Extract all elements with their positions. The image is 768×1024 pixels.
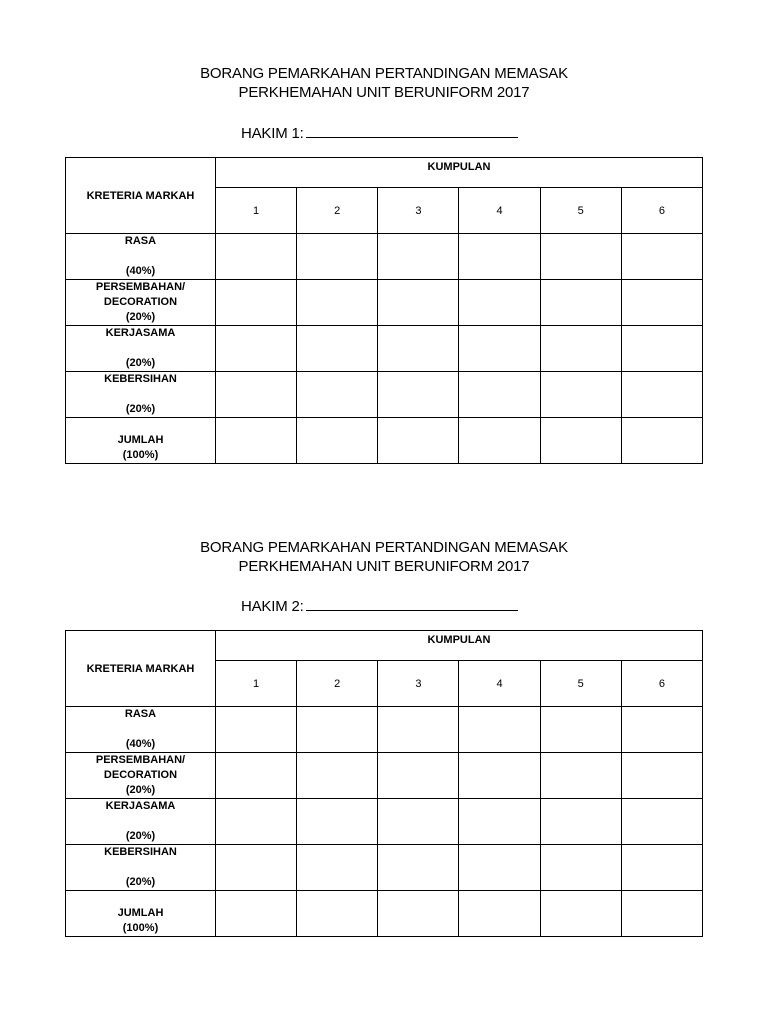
criterion-name: RASA — [124, 235, 157, 247]
total-cell[interactable] — [540, 891, 621, 937]
score-cell[interactable] — [540, 326, 621, 372]
score-cell[interactable] — [216, 372, 297, 418]
total-cell[interactable] — [378, 418, 459, 464]
score-cell[interactable] — [378, 845, 459, 891]
score-cell[interactable] — [216, 280, 297, 326]
table-row — [66, 707, 703, 753]
criterion-weight: (20%) — [125, 830, 156, 842]
criterion-kebersihan — [66, 372, 216, 418]
judge-name-blank[interactable] — [306, 597, 518, 611]
criterion-jumlah — [66, 418, 216, 464]
group-number: 5 — [540, 661, 621, 707]
title-line-1: BORANG PEMARKAHAN PERTANDINGAN MEMASAK — [200, 65, 568, 82]
scoring-table — [65, 630, 703, 937]
judge-field[interactable] — [241, 124, 518, 142]
score-cell[interactable] — [540, 845, 621, 891]
group-number: 1 — [216, 188, 297, 234]
score-cell[interactable] — [378, 799, 459, 845]
criterion-name: KERJASAMA — [105, 327, 176, 339]
criterion-spacer — [66, 249, 215, 264]
table-row — [66, 799, 703, 845]
score-cell[interactable] — [378, 753, 459, 799]
score-cell[interactable] — [216, 326, 297, 372]
table-row — [66, 372, 703, 418]
group-number: 6 — [621, 188, 702, 234]
criterion-jumlah — [66, 891, 216, 937]
criterion-name: KEBERSIHAN — [104, 846, 177, 858]
title-line-2: PERKHEMAHAN UNIT BERUNIFORM 2017 — [238, 558, 530, 575]
criterion-weight: (20%) — [125, 357, 156, 369]
group-number: 3 — [378, 661, 459, 707]
criterion-spacer — [66, 387, 215, 402]
group-header: KUMPULAN — [216, 158, 703, 188]
score-cell[interactable] — [621, 234, 702, 280]
score-cell[interactable] — [621, 799, 702, 845]
criterion-rasa — [66, 707, 216, 753]
score-cell[interactable] — [459, 280, 540, 326]
title-line-1: BORANG PEMARKAHAN PERTANDINGAN MEMASAK — [200, 539, 568, 556]
group-number: 4 — [459, 188, 540, 234]
total-cell[interactable] — [297, 418, 378, 464]
score-cell[interactable] — [216, 753, 297, 799]
total-cell[interactable] — [459, 418, 540, 464]
score-cell[interactable] — [621, 753, 702, 799]
criterion-weight: (100%) — [122, 449, 159, 461]
score-cell[interactable] — [621, 280, 702, 326]
criterion-name: PERSEMBAHAN/ — [95, 281, 186, 293]
score-cell[interactable] — [216, 707, 297, 753]
form-title — [0, 64, 768, 102]
score-cell[interactable] — [540, 280, 621, 326]
total-cell[interactable] — [540, 418, 621, 464]
criterion-name-2: DECORATION — [103, 769, 178, 781]
score-cell[interactable] — [297, 326, 378, 372]
group-number: 6 — [621, 661, 702, 707]
score-cell[interactable] — [540, 372, 621, 418]
judge-label: HAKIM 1: — [241, 125, 304, 142]
table-row — [66, 280, 703, 326]
form-title — [0, 538, 768, 576]
score-cell[interactable] — [621, 707, 702, 753]
score-cell[interactable] — [540, 753, 621, 799]
score-cell[interactable] — [297, 753, 378, 799]
group-number: 2 — [297, 188, 378, 234]
score-cell[interactable] — [216, 799, 297, 845]
table-row — [66, 234, 703, 280]
score-cell[interactable] — [459, 845, 540, 891]
criterion-weight: (20%) — [125, 876, 156, 888]
total-cell[interactable] — [459, 891, 540, 937]
table-row — [66, 418, 703, 464]
criterion-kebersihan — [66, 845, 216, 891]
criterion-name: JUMLAH — [117, 434, 164, 446]
table-row — [66, 845, 703, 891]
score-cell[interactable] — [378, 326, 459, 372]
score-cell[interactable] — [621, 372, 702, 418]
group-number: 5 — [540, 188, 621, 234]
criterion-spacer — [66, 814, 215, 829]
total-cell[interactable] — [378, 891, 459, 937]
score-cell[interactable] — [621, 845, 702, 891]
score-cell[interactable] — [459, 799, 540, 845]
score-cell[interactable] — [540, 707, 621, 753]
criterion-spacer — [66, 722, 215, 737]
criterion-weight: (20%) — [125, 784, 156, 796]
score-cell[interactable] — [540, 234, 621, 280]
score-cell[interactable] — [459, 372, 540, 418]
score-cell[interactable] — [459, 234, 540, 280]
group-header: KUMPULAN — [216, 631, 703, 661]
criterion-name: KEBERSIHAN — [104, 373, 177, 385]
judge-field[interactable] — [241, 597, 518, 615]
score-cell[interactable] — [378, 280, 459, 326]
criterion-name: PERSEMBAHAN/ — [95, 754, 186, 766]
group-number: 3 — [378, 188, 459, 234]
criterion-kerjasama — [66, 799, 216, 845]
score-cell[interactable] — [459, 326, 540, 372]
score-cell[interactable] — [378, 707, 459, 753]
criterion-persembahan — [66, 753, 216, 799]
score-cell[interactable] — [378, 234, 459, 280]
score-cell[interactable] — [216, 845, 297, 891]
total-cell[interactable] — [216, 891, 297, 937]
group-number: 4 — [459, 661, 540, 707]
score-cell[interactable] — [459, 707, 540, 753]
score-cell[interactable] — [297, 845, 378, 891]
criteria-header: KRETERIA MARKAH — [66, 631, 216, 707]
criterion-weight: (20%) — [125, 403, 156, 415]
score-cell[interactable] — [216, 234, 297, 280]
criterion-kerjasama — [66, 326, 216, 372]
table-row — [66, 326, 703, 372]
criterion-weight: (40%) — [125, 265, 156, 277]
score-cell[interactable] — [378, 372, 459, 418]
criterion-persembahan — [66, 280, 216, 326]
score-cell[interactable] — [621, 326, 702, 372]
criterion-spacer — [66, 860, 215, 875]
score-cell[interactable] — [297, 372, 378, 418]
table-row — [66, 891, 703, 937]
score-cell[interactable] — [297, 799, 378, 845]
criterion-weight: (100%) — [122, 922, 159, 934]
score-cell[interactable] — [297, 707, 378, 753]
scoring-table — [65, 157, 703, 464]
criteria-header: KRETERIA MARKAH — [66, 158, 216, 234]
total-cell[interactable] — [621, 418, 702, 464]
judge-label: HAKIM 2: — [241, 598, 304, 615]
score-cell[interactable] — [297, 234, 378, 280]
total-cell[interactable] — [216, 418, 297, 464]
group-number: 1 — [216, 661, 297, 707]
criterion-name: JUMLAH — [117, 907, 164, 919]
criterion-name-2: DECORATION — [103, 296, 178, 308]
score-cell[interactable] — [540, 799, 621, 845]
criterion-spacer — [66, 341, 215, 356]
judge-name-blank[interactable] — [306, 124, 518, 138]
score-cell[interactable] — [459, 753, 540, 799]
group-number: 2 — [297, 661, 378, 707]
score-cell[interactable] — [297, 280, 378, 326]
title-line-2: PERKHEMAHAN UNIT BERUNIFORM 2017 — [238, 84, 530, 101]
criterion-name: KERJASAMA — [105, 800, 176, 812]
total-cell[interactable] — [621, 891, 702, 937]
table-row — [66, 753, 703, 799]
total-cell[interactable] — [297, 891, 378, 937]
criterion-weight: (40%) — [125, 738, 156, 750]
criterion-weight: (20%) — [125, 311, 156, 323]
criterion-rasa — [66, 234, 216, 280]
criterion-name: RASA — [124, 708, 157, 720]
